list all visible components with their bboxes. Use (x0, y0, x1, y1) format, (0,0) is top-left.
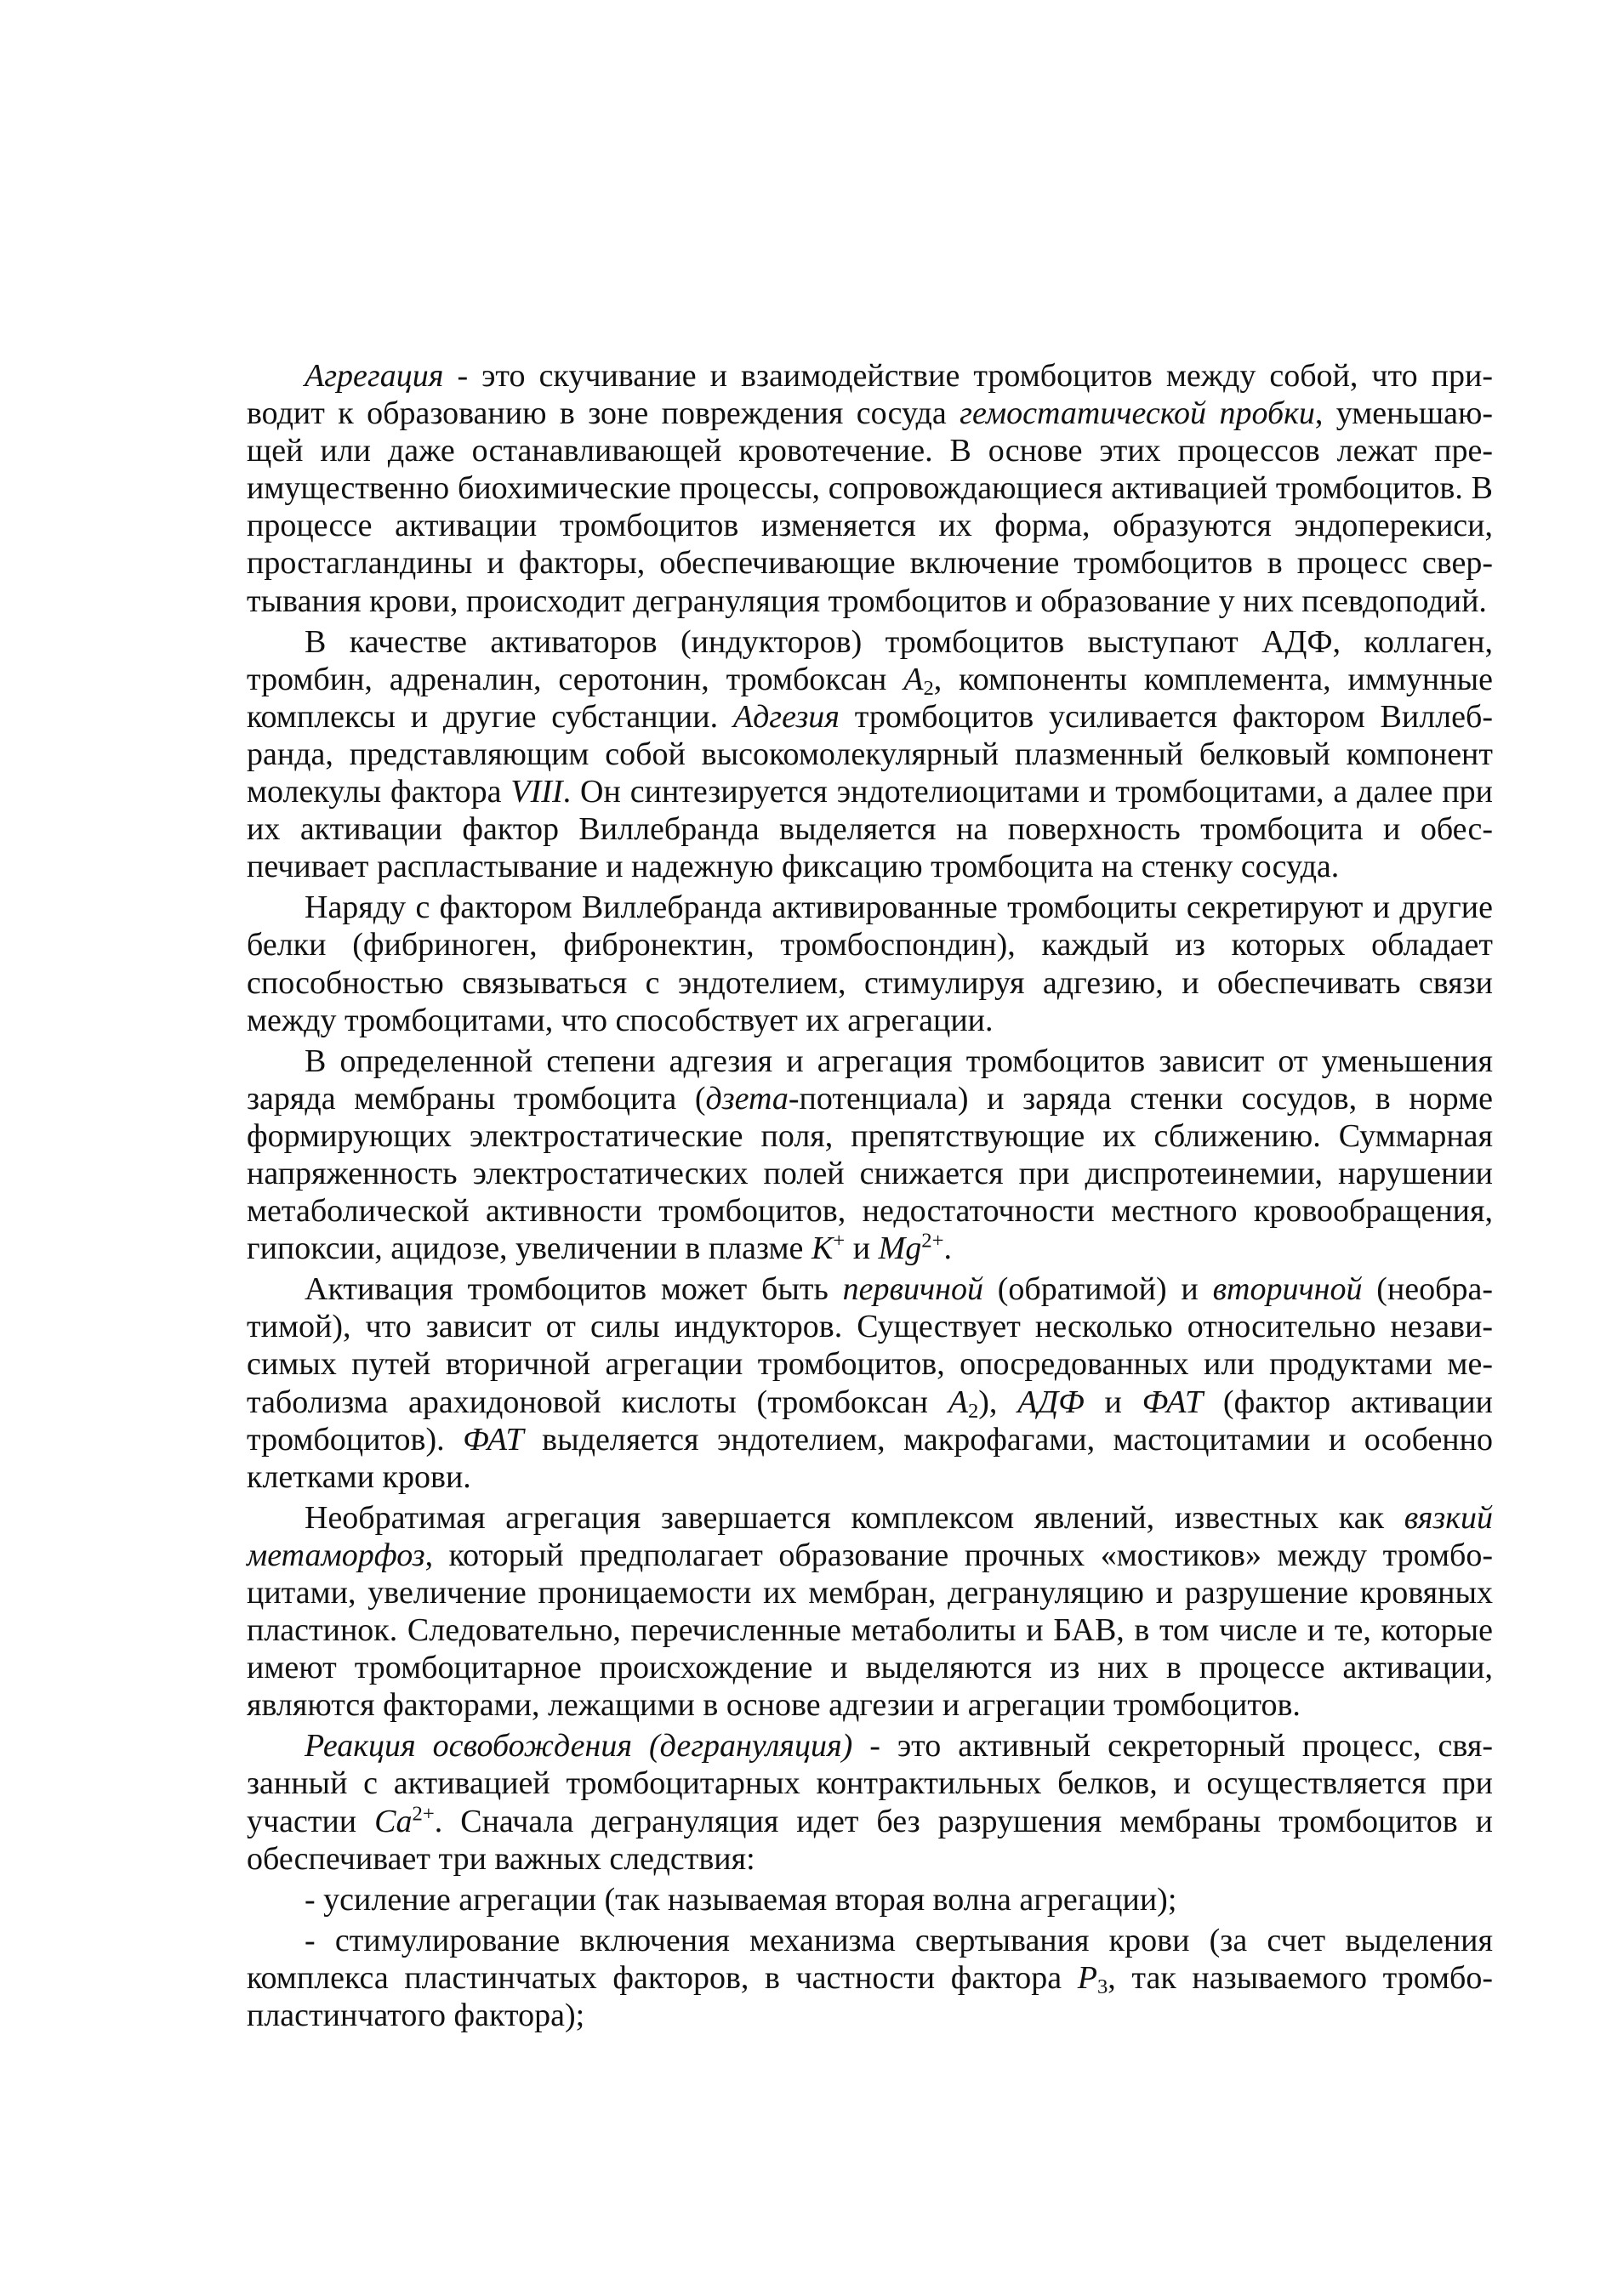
paragraph-irreversible: Необратимая агрегация завершается комплексом явлений, известных как вязкий метаморфоз, который предполагает образование прочных «мостиков» между тромбоцитами, увеличение проницаемости их мембран, дегрануляцию и разрушение кровяных пластинок. Следовательно, перечисленные метаболиты и БАВ, в том числе и те, которые имеют тромбоцитарное происхождение и выделяются из них в процессе активации, являются факторами, лежащими в основе адгезии и агрегации тромбоцитов. (247, 1499, 1493, 1724)
term-adhesion: Адгезия (732, 698, 840, 735)
term-secondary: вторичной (1212, 1271, 1363, 1308)
document-page (247, 357, 1493, 2037)
list-item-coagulation: - стимулирование включения механизма свертывания крови (за счет выделения комплекса пластинчатых факторов, в частности фактора $P_3$, так называемого тромбопластинчатого фактора); (247, 1922, 1494, 2034)
list-item-aggregation: - усиление агрегации (так называемая вторая волна агрегации); (305, 1881, 1177, 1918)
term-adp: АДФ (1017, 1384, 1085, 1420)
paragraph-activators: В качестве активаторов (индукторов) тромбоцитов выступают АДФ, коллаген, тромбин, адреналин, серотонин, тромбоксан $A_2$, компоненты комплемента, иммунные комплексы и другие субстанции. Адгезия тромбоцитов усиливается фактором Виллебранда, представляющим собой высокомолекулярный плазменный белковый компонент молекулы фактора VIII. Он синтезируется эндотелиоцитами и тромбоцитами, а далее при их активации фактор Виллебранда выделяется на поверхность тромбоцита и обеспечивает распластывание и надежную фиксацию тромбоцита на стенку сосуда. (247, 623, 1494, 885)
term-primary: первичной (842, 1271, 983, 1308)
paragraph-charge: В определенной степени адгезия и агрегация тромбоцитов зависит от уменьшения заряда мембраны тромбоцита (дзета-потенциала) и заряда стенки сосудов, в норме формирующих электростатические поля, препятствующие их сближению. Суммарная напряженность электростатических полей снижается при диспротеинемии, нарушении метаболической активности тромбоцитов, недостаточности местного кровообращения, гипоксии, ацидозе, увеличении в плазме K+ и $Mg^{2+}$. (247, 1043, 1493, 1267)
paragraph-activation: Активация тромбоцитов может быть первичной (обратимой) и вторичной (необратимой), что зависит от силы индукторов. Существует несколько относительно независимых путей вторичной агрегации тромбоцитов, опосредованных или продуктами метаболизма арахидоновой кислоты (тромбоксан $A_2$), АДФ и ФАТ (фактор активации тромбоцитов). ФАТ выделяется эндотелием, макрофагами, мастоцитамии и особенно клетками крови. (247, 1271, 1494, 1495)
term-hemostatic-plug: гемостатической пробки (960, 395, 1315, 432)
term-aggregation: Агрегация (305, 358, 444, 394)
paragraph-release-reaction: Реакция освобождения (дегрануляция) - это активный секреторный процесс, связанный с активацией тромбоцитарных контрактильных белков, и осуществляется при участии $Ca^{2+}$. Сначала дегрануляция идет без разрушения мембраны тромбоцитов и обеспечивает три важных следствия: (247, 1728, 1493, 1877)
term-viscous-metamorphosis: вязкий метаморфоз (247, 1499, 1493, 1573)
term-zeta: дзета (705, 1080, 789, 1117)
term-paf-2: ФАТ (463, 1421, 524, 1458)
paragraph-willebrand: Наряду с фактором Виллебранда активированные тромбоциты секретируют и другие белки (фибриноген, фибронектин, тромбоспондин), каждый из которых обладает способностью связываться с эндотелием, стимулируя адгезию, и обеспечивать связи между тромбоцитами, что способствует их агрегации. (247, 889, 1493, 1038)
term-paf: ФАТ (1142, 1384, 1204, 1420)
term-release-reaction: Реакция освобождения (дегрануляция) (305, 1728, 853, 1765)
paragraph-aggregation: Агрегация - это скучивание и взаимодействие тромбоцитов между собой, что приводит к образованию в зоне повреждения сосуда гемостатической пробки, уменьшающей или даже останавливающей кровотечение. В основе этих процессов лежат преимущественно биохимические процессы, сопровождающиеся активацией тромбоцитов. В процессе активации тромбоцитов изменяется их форма, образуются эндоперекиси, простагландины и факторы, обеспечивающие включение тромбоцитов в процесс свертывания крови, происходит дегрануляция тромбоцитов и образование у них псевдоподий. (247, 358, 1493, 619)
